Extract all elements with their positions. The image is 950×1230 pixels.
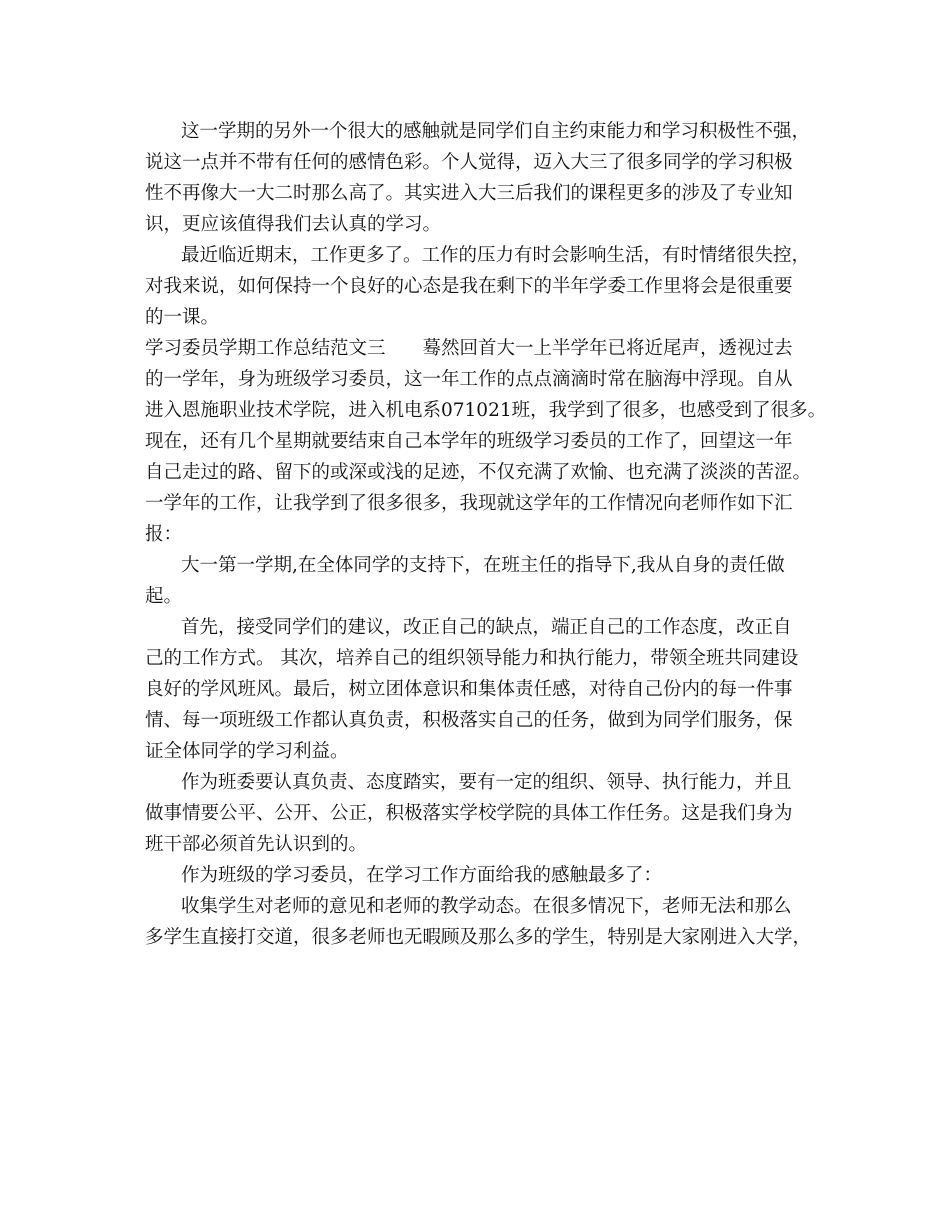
text-line: 作为班级的学习委员，在学习工作方面给我的感触最多了：	[181, 865, 663, 886]
text-line: 良好的学风班风。最后，树立团体意识和集体责任感，对待自己份内的每一件事	[145, 679, 793, 700]
text-line: 首先，接受同学们的建议，改正自己的缺点，端正自己的工作态度，改正自	[181, 617, 792, 638]
text-line: 证全体同学的学习利益。	[145, 741, 349, 762]
text-line: 作为班委要认真负责、态度踏实，要有一定的组织、领导、执行能力，并且	[181, 772, 792, 793]
text-line: 对我来说，如何保持一个良好的心态是我在剩下的半年学委工作里将会是很重要	[145, 276, 793, 297]
text-line: 一学年的工作，让我学到了很多很多，我现就这学年的工作情况向老师作如下汇	[145, 493, 793, 514]
text-line: 大一第一学期,在全体同学的支持下，在班主任的指导下,我从自身的责任做	[181, 555, 785, 576]
text-line: 报：	[145, 524, 183, 545]
text-line: 性不再像大一大二时那么高了。其实进入大三后我们的课程更多的涉及了专业知	[145, 183, 793, 204]
text-line: 最近临近期末，工作更多了。工作的压力有时会影响生活，有时情绪很失控，	[181, 245, 811, 266]
text-line: 进入恩施职业技术学院，进入机电系071021班，我学到了很多，也感受到了很多。	[145, 400, 827, 421]
text-line: 情、每一项班级工作都认真负责，积极落实自己的任务，做到为同学们服务，保	[145, 710, 793, 731]
text-line: 己的工作方式。 其次，培养自己的组织领导能力和执行能力，带领全班共同建设	[145, 648, 799, 669]
text-line: 自己走过的路、留下的或深或浅的足迹，不仅充满了欢愉、也充满了淡淡的苦涩。	[145, 462, 812, 483]
text-line: 的一课。	[145, 307, 220, 328]
text-line: 多学生直接打交道，很多老师也无暇顾及那么多的学生，特别是大家刚进入大学，	[145, 927, 812, 948]
text-line: 学习委员学期工作总结范文三 蓦然回首大一上半学年已将近尾声，透视过去	[145, 338, 793, 359]
text-line: 做事情要公平、公开、公正，积极落实学校学院的具体工作任务。这是我们身为	[145, 803, 793, 824]
text-line: 收集学生对老师的意见和老师的教学动态。在很多情况下，老师无法和那么	[181, 896, 792, 917]
document-body	[145, 116, 825, 953]
text-line: 现在，还有几个星期就要结束自己本学年的班级学习委员的工作了，回望这一年	[145, 431, 793, 452]
text-line: 起。	[145, 586, 183, 607]
text-line: 识，更应该值得我们去认真的学习。	[145, 214, 442, 235]
text-line: 说这一点并不带有任何的感情色彩。个人觉得，迈入大三了很多同学的学习积极	[145, 152, 793, 173]
text-line: 这一学期的另外一个很大的感触就是同学们自主约束能力和学习积极性不强，	[181, 121, 811, 142]
text-line: 的一学年，身为班级学习委员，这一年工作的点点滴滴时常在脑海中浮现。自从	[145, 369, 793, 390]
text-line: 班干部必须首先认识到的。	[145, 834, 368, 855]
